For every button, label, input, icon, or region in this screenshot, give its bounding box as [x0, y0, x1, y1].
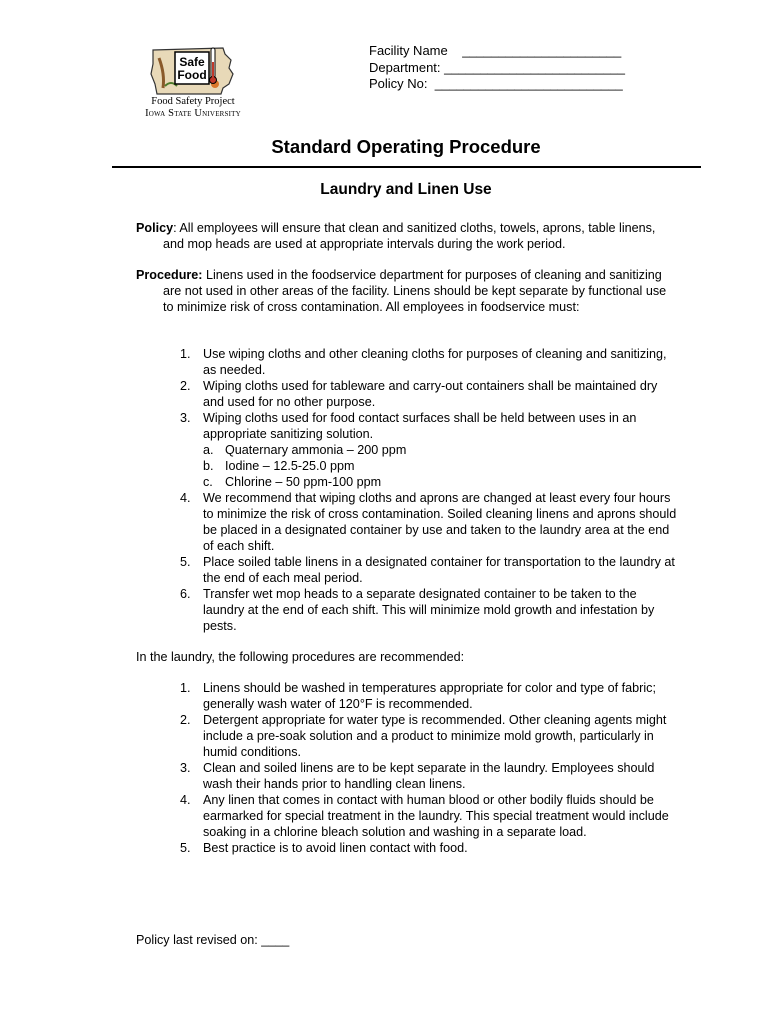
- list-item-number: 1.: [180, 681, 191, 695]
- laundry-list: [180, 680, 680, 856]
- sublist-item-letter: a.: [203, 443, 214, 457]
- policy-paragraph: [136, 220, 676, 252]
- list-item-number: 5.: [180, 555, 191, 569]
- logo-text-food: Food: [177, 68, 207, 82]
- policy-revised-field[interactable]: ____: [261, 933, 290, 947]
- document-subtitle: Laundry and Linen Use: [320, 181, 492, 198]
- laundry-intro: In the laundry, the following procedures are recommended:: [136, 650, 465, 664]
- list-item-number: 2.: [180, 379, 191, 393]
- list-item: [180, 792, 680, 840]
- list-item: [180, 712, 680, 760]
- list-item-text: We recommend that wiping cloths and aprons are changed at least every four hours to minimize the risk of cross contamination. Soiled cleaning linens and aprons should be placed in a designated container by use and taken to the laundry area at the end of each shift.: [203, 491, 677, 553]
- list-item-number: 1.: [180, 347, 191, 361]
- procedure-text: Linens used in the foodservice department for purposes of cleaning and sanitizing are not used in other areas of the facility. Linens should be kept separate by functional use to minimize risk of cross contamination. All employees in foodservice must:: [163, 268, 667, 314]
- list-item-number: 2.: [180, 713, 191, 727]
- logo-caption-line2: Iowa State University: [145, 108, 241, 119]
- list-item: [180, 680, 680, 712]
- policy-no-field[interactable]: __________________________: [434, 76, 623, 91]
- procedure-text-block: [136, 267, 676, 315]
- list-item: [180, 586, 680, 634]
- department-row: [369, 60, 625, 77]
- list-item-number: 4.: [180, 793, 191, 807]
- sublist-item: [203, 474, 680, 490]
- list-item-number: 4.: [180, 491, 191, 505]
- list-item-text: Linens should be washed in temperatures appropriate for color and type of fabric; generally wash water of 120°F is recommended.: [203, 681, 656, 711]
- list-item-text: Any linen that comes in contact with human blood or other bodily fluids should be earmarked for special treatment in the laundry. This special treatment would include soaking in a chlorine bleach solution and washing in a separate load.: [203, 793, 669, 839]
- sublist-item-letter: c.: [203, 475, 213, 489]
- list-item: [180, 554, 680, 586]
- facility-name-row: [369, 43, 625, 60]
- list-item: [180, 490, 680, 554]
- sublist-item-letter: b.: [203, 459, 214, 473]
- list-item-text: Wiping cloths used for food contact surfaces shall be held between uses in an appropriate sanitizing solution.: [203, 411, 637, 441]
- list-item-text: Wiping cloths used for tableware and carry-out containers shall be maintained dry and used for no other purpose.: [203, 379, 658, 409]
- list-item-text: Transfer wet mop heads to a separate designated container to be taken to the laundry at the end of each shift. This will minimize mold growth and infestation by pests.: [203, 587, 655, 633]
- list-item: [180, 840, 680, 856]
- sublist-item-text: Chlorine – 50 ppm-100 ppm: [225, 475, 382, 489]
- list-item-text: Place soiled table linens in a designated container for transportation to the laundry at the end of each meal period.: [203, 555, 675, 585]
- procedure-label: Procedure:: [136, 268, 203, 282]
- list-item-text: Use wiping cloths and other cleaning cloths for purposes of cleaning and sanitizing, as needed.: [203, 347, 667, 377]
- sanitizer-sublist: [203, 442, 680, 490]
- list-item-number: 6.: [180, 587, 191, 601]
- logo-text-safe: Safe: [179, 55, 205, 69]
- facility-fields: [369, 43, 625, 93]
- procedure-list: [180, 346, 680, 634]
- policy-no-row: [369, 76, 625, 93]
- facility-name-label: Facility Name: [369, 43, 448, 58]
- logo-caption: [128, 96, 258, 120]
- list-item-text: Detergent appropriate for water type is recommended. Other cleaning agents might include a pre-soak solution and a product to minimize mold growth, particularly in humid conditions.: [203, 713, 667, 759]
- policy-no-label: Policy No:: [369, 76, 428, 91]
- list-item-number: 3.: [180, 411, 191, 425]
- sublist-item: [203, 458, 680, 474]
- department-label: Department:: [369, 59, 441, 75]
- list-item-number: 5.: [180, 841, 191, 855]
- list-item: [180, 410, 680, 490]
- sublist-item: [203, 442, 680, 458]
- facility-name-field[interactable]: ______________________: [462, 43, 622, 58]
- procedure-paragraph: [136, 267, 676, 315]
- list-item: [180, 760, 680, 792]
- policy-text: : All employees will ensure that clean and sanitized cloths, towels, aprons, table linens, and mop heads are used at appropriate intervals during the work period.: [163, 221, 656, 251]
- sublist-item-text: Quaternary ammonia – 200 ppm: [225, 443, 407, 457]
- policy-revised-line: [136, 933, 289, 947]
- policy-text-block: [136, 220, 676, 252]
- list-item-number: 3.: [180, 761, 191, 775]
- title-divider: [112, 166, 701, 168]
- department-field[interactable]: _________________________: [444, 59, 625, 75]
- list-item: [180, 346, 680, 378]
- document-title: Standard Operating Procedure: [271, 136, 541, 157]
- list-item-text: Clean and soiled linens are to be kept separate in the laundry. Employees should wash their hands prior to handling clean linens.: [203, 761, 655, 791]
- policy-revised-label: Policy last revised on:: [136, 933, 258, 947]
- sublist-item-text: Iodine – 12.5-25.0 ppm: [225, 459, 355, 473]
- list-item: [180, 378, 680, 410]
- logo-caption-line1: Food Safety Project: [151, 96, 235, 107]
- list-item-text: Best practice is to avoid linen contact with food.: [203, 841, 468, 855]
- policy-label: Policy: [136, 221, 174, 235]
